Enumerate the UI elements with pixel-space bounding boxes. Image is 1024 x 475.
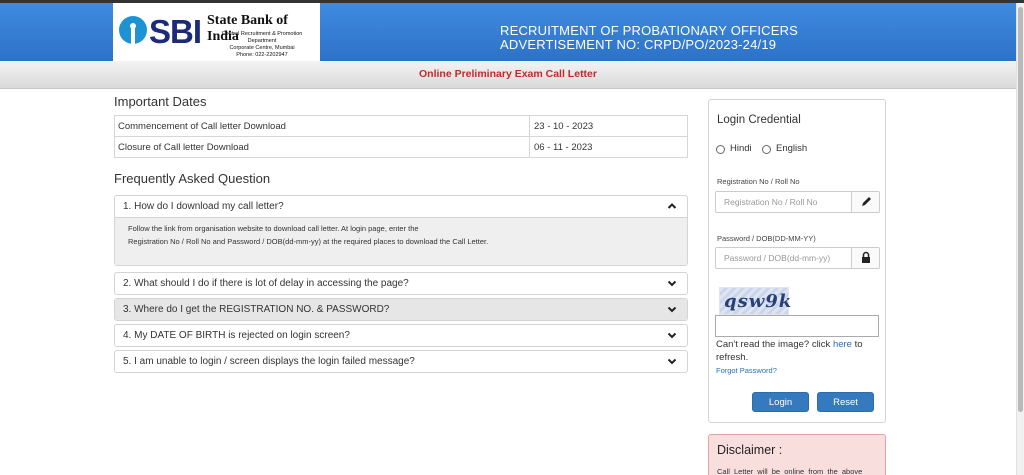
important-dates-table bbox=[114, 115, 688, 158]
date-label: Closure of Call letter Download bbox=[115, 137, 530, 158]
date-value: 23 - 10 - 2023 bbox=[530, 116, 688, 137]
radio-english-label: English bbox=[776, 143, 808, 154]
registration-label: Registration No / Roll No bbox=[717, 177, 800, 186]
password-input[interactable] bbox=[715, 247, 880, 269]
disclaimer-title: Disclaimer : bbox=[717, 443, 783, 457]
table-row bbox=[115, 137, 688, 158]
captcha-image bbox=[719, 287, 793, 315]
faq-item-5[interactable] bbox=[114, 350, 688, 373]
faq-question-2[interactable] bbox=[115, 273, 687, 294]
chevron-up-icon bbox=[667, 201, 677, 211]
sbi-logo bbox=[113, 3, 320, 61]
faq-item-1 bbox=[114, 195, 688, 266]
table-row bbox=[115, 116, 688, 137]
chevron-down-icon bbox=[667, 330, 677, 340]
captcha-refresh-link[interactable]: here bbox=[832, 339, 852, 350]
disclaimer-text: Call Letter will be online from the above bbox=[717, 467, 863, 475]
faq-question-text: 1. How do I download my call letter? bbox=[123, 201, 284, 212]
pencil-icon bbox=[852, 192, 880, 212]
faq-item-2[interactable] bbox=[114, 272, 688, 295]
captcha-refresh-text: Can't read the image? click here to refresh. bbox=[716, 339, 863, 363]
important-dates-title: Important Dates bbox=[114, 94, 207, 109]
reset-button[interactable]: Reset bbox=[817, 392, 874, 412]
faq-question-text: 4. My DATE OF BIRTH is rejected on login screen? bbox=[123, 330, 350, 341]
faq-question-text: 5. I am unable to login / screen displays the login failed message? bbox=[123, 356, 415, 367]
scrollbar-thumb[interactable] bbox=[1018, 7, 1023, 412]
sub-header-bar bbox=[0, 61, 1016, 89]
logo-sbi-text: SBI bbox=[149, 13, 202, 50]
disclaimer-panel bbox=[708, 434, 886, 475]
bank-department: Central Recruitment & Promotion Department Corporate Centre, Mumbai Phone: 022-2202947 bbox=[221, 31, 303, 58]
login-button[interactable]: Login bbox=[752, 392, 809, 412]
registration-input[interactable] bbox=[715, 191, 880, 213]
advertisement-number: ADVERTISEMENT NO: CRPD/PO/2023-24/19 bbox=[500, 37, 777, 52]
registration-placeholder: Registration No / Roll No bbox=[724, 197, 818, 207]
password-addon bbox=[851, 248, 879, 268]
captcha-text: qsw9k bbox=[724, 291, 793, 312]
date-value: 06 - 11 - 2023 bbox=[530, 137, 688, 158]
date-label: Commencement of Call letter Download bbox=[115, 116, 530, 137]
faq-answer-1: Follow the link from organisation website to download call letter. At login page, enter the Registration No / Roll No and Password / DOB(dd-mm-yy) at the required places to download the Call Letter. bbox=[115, 217, 687, 265]
forgot-password-link[interactable]: Forgot Password? bbox=[716, 366, 777, 375]
faq-question-text: 2. What should I do if there is lot of delay in accessing the page? bbox=[123, 278, 409, 289]
chevron-down-icon bbox=[667, 356, 677, 366]
login-title: Login Credential bbox=[717, 114, 801, 126]
captcha-input[interactable] bbox=[715, 315, 879, 337]
header-title bbox=[500, 24, 798, 52]
faq-question-5[interactable] bbox=[115, 351, 687, 372]
chevron-down-icon bbox=[667, 304, 677, 314]
faq-item-4[interactable] bbox=[114, 324, 688, 347]
radio-hindi[interactable] bbox=[716, 145, 725, 154]
faq-question-1[interactable] bbox=[115, 196, 687, 217]
lock-icon bbox=[852, 248, 880, 268]
radio-english[interactable] bbox=[762, 145, 771, 154]
faq-question-text: 3. Where do I get the REGISTRATION NO. & PASSWORD? bbox=[123, 304, 390, 315]
login-panel bbox=[708, 99, 886, 423]
faq-question-3[interactable] bbox=[115, 299, 687, 320]
call-letter-heading: Online Preliminary Exam Call Letter bbox=[419, 68, 597, 80]
password-placeholder: Password / DOB(dd-mm-yy) bbox=[724, 253, 831, 263]
radio-hindi-label: Hindi bbox=[730, 143, 752, 154]
sbi-keyhole-icon bbox=[119, 16, 147, 44]
registration-addon bbox=[851, 192, 879, 212]
bank-name: State Bank of India bbox=[207, 13, 288, 44]
faq-title: Frequently Asked Question bbox=[114, 171, 271, 186]
faq-question-4[interactable] bbox=[115, 325, 687, 346]
password-label: Password / DOB(DD-MM-YY) bbox=[717, 234, 816, 243]
recruitment-title: RECRUITMENT OF PROBATIONARY OFFICERS bbox=[500, 23, 799, 38]
chevron-down-icon bbox=[667, 278, 677, 288]
faq-item-3[interactable] bbox=[114, 298, 688, 321]
